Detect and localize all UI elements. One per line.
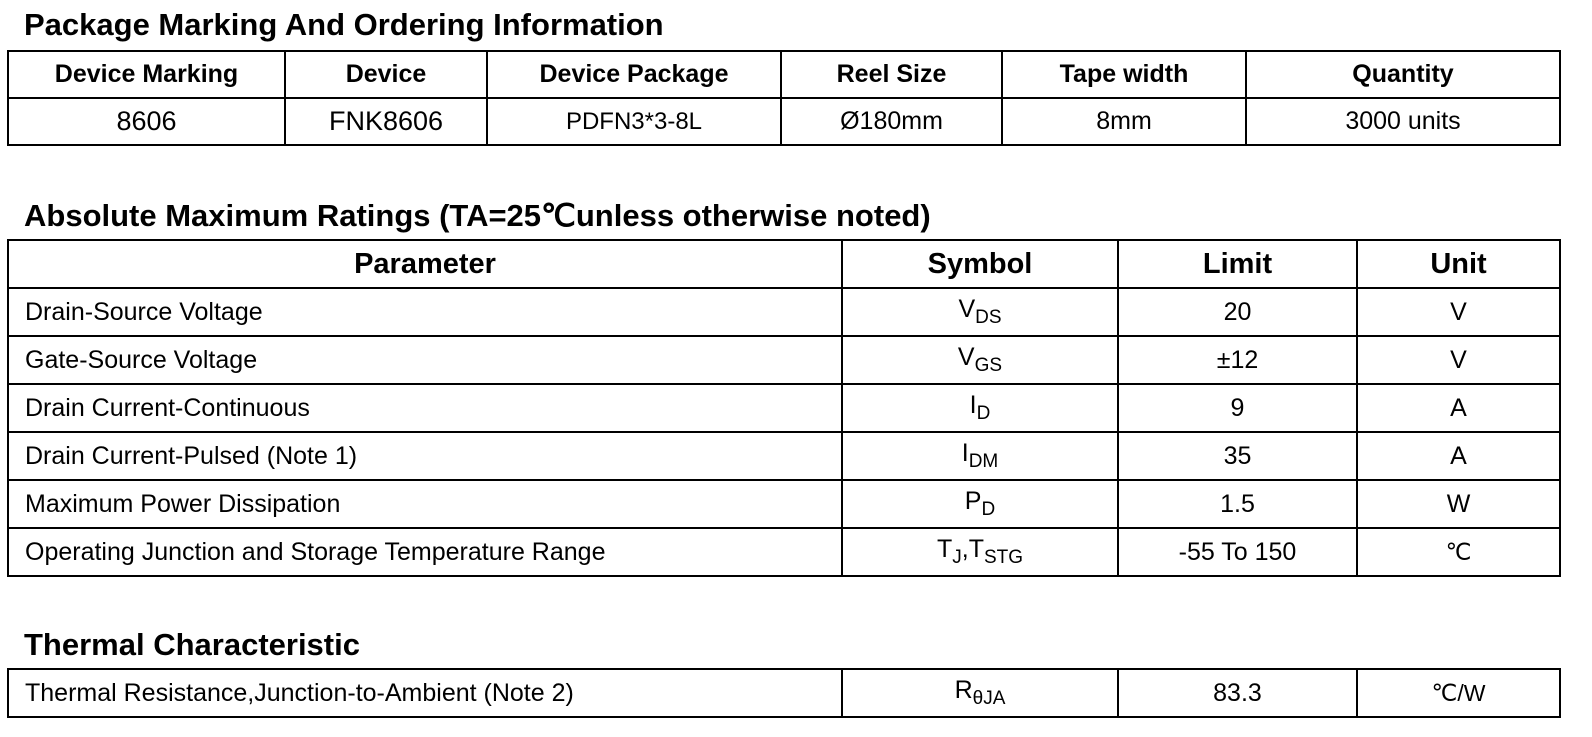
cell-symbol — [842, 528, 1118, 576]
table-row — [8, 98, 1560, 145]
symbol-main: V — [958, 295, 976, 323]
table-row — [8, 480, 1560, 528]
cell-device: FNK8606 — [285, 98, 487, 145]
symbol-subscript-2: STG — [983, 547, 1024, 568]
header-device: Device — [285, 51, 487, 98]
header-limit: Limit — [1118, 240, 1357, 288]
cell-limit: 9 — [1118, 384, 1357, 432]
ratings-header-row — [8, 240, 1560, 288]
ratings-section-title: Absolute Maximum Ratings (TA=25℃unless otherwise noted) — [24, 198, 931, 233]
cell-symbol — [842, 288, 1118, 336]
header-reel-size: Reel Size — [781, 51, 1002, 98]
symbol-main-2: ,T — [961, 535, 984, 563]
table-row — [8, 432, 1560, 480]
package-header-row — [8, 51, 1560, 98]
cell-marking: 8606 — [8, 98, 285, 145]
symbol-subscript: DM — [968, 451, 999, 472]
cell-package: PDFN3*3-8L — [487, 98, 781, 145]
cell-limit: ±12 — [1118, 336, 1357, 384]
cell-quantity: 3000 units — [1246, 98, 1560, 145]
table-row — [8, 528, 1560, 576]
header-quantity: Quantity — [1246, 51, 1560, 98]
header-symbol: Symbol — [842, 240, 1118, 288]
header-parameter: Parameter — [8, 240, 842, 288]
symbol-main: V — [957, 343, 975, 371]
cell-limit: 83.3 — [1118, 669, 1357, 717]
cell-symbol — [842, 384, 1118, 432]
cell-parameter: Drain Current-Continuous — [8, 384, 842, 432]
header-tape-width: Tape width — [1002, 51, 1246, 98]
cell-symbol — [842, 669, 1118, 717]
cell-unit: ℃ — [1357, 528, 1560, 576]
cell-unit: V — [1357, 336, 1560, 384]
cell-limit: 35 — [1118, 432, 1357, 480]
table-row — [8, 669, 1560, 717]
cell-limit: 20 — [1118, 288, 1357, 336]
package-table — [7, 50, 1561, 146]
symbol-main: I — [969, 391, 977, 419]
ratings-table — [7, 239, 1561, 577]
symbol-subscript: D — [976, 403, 991, 424]
cell-unit: A — [1357, 384, 1560, 432]
cell-tape-width: 8mm — [1002, 98, 1246, 145]
table-row — [8, 288, 1560, 336]
cell-unit: ℃/W — [1357, 669, 1560, 717]
cell-parameter: Operating Junction and Storage Temperature Range — [8, 528, 842, 576]
package-section-title: Package Marking And Ordering Information — [24, 7, 664, 42]
symbol-main: I — [961, 439, 969, 467]
symbol-subscript: θJA — [972, 688, 1006, 709]
cell-symbol — [842, 432, 1118, 480]
cell-reel-size: Ø180mm — [781, 98, 1002, 145]
cell-parameter: Drain Current-Pulsed (Note 1) — [8, 432, 842, 480]
header-unit: Unit — [1357, 240, 1560, 288]
cell-parameter: Gate-Source Voltage — [8, 336, 842, 384]
symbol-main: P — [964, 487, 982, 515]
cell-parameter: Thermal Resistance,Junction-to-Ambient (Note 2) — [8, 669, 842, 717]
symbol-subscript: GS — [974, 355, 1003, 376]
symbol-subscript: D — [981, 499, 996, 520]
symbol-main: T — [936, 535, 953, 563]
cell-symbol — [842, 336, 1118, 384]
cell-unit: A — [1357, 432, 1560, 480]
table-row — [8, 336, 1560, 384]
cell-unit: V — [1357, 288, 1560, 336]
thermal-table — [7, 668, 1561, 718]
header-device-marking: Device Marking — [8, 51, 285, 98]
cell-parameter: Maximum Power Dissipation — [8, 480, 842, 528]
symbol-subscript: DS — [975, 307, 1002, 328]
header-device-package: Device Package — [487, 51, 781, 98]
cell-parameter: Drain-Source Voltage — [8, 288, 842, 336]
symbol-main: R — [954, 676, 973, 704]
table-row — [8, 384, 1560, 432]
thermal-section-title: Thermal Characteristic — [24, 627, 360, 662]
cell-limit: 1.5 — [1118, 480, 1357, 528]
symbol-subscript: J — [952, 547, 962, 568]
cell-symbol — [842, 480, 1118, 528]
cell-unit: W — [1357, 480, 1560, 528]
cell-limit: -55 To 150 — [1118, 528, 1357, 576]
